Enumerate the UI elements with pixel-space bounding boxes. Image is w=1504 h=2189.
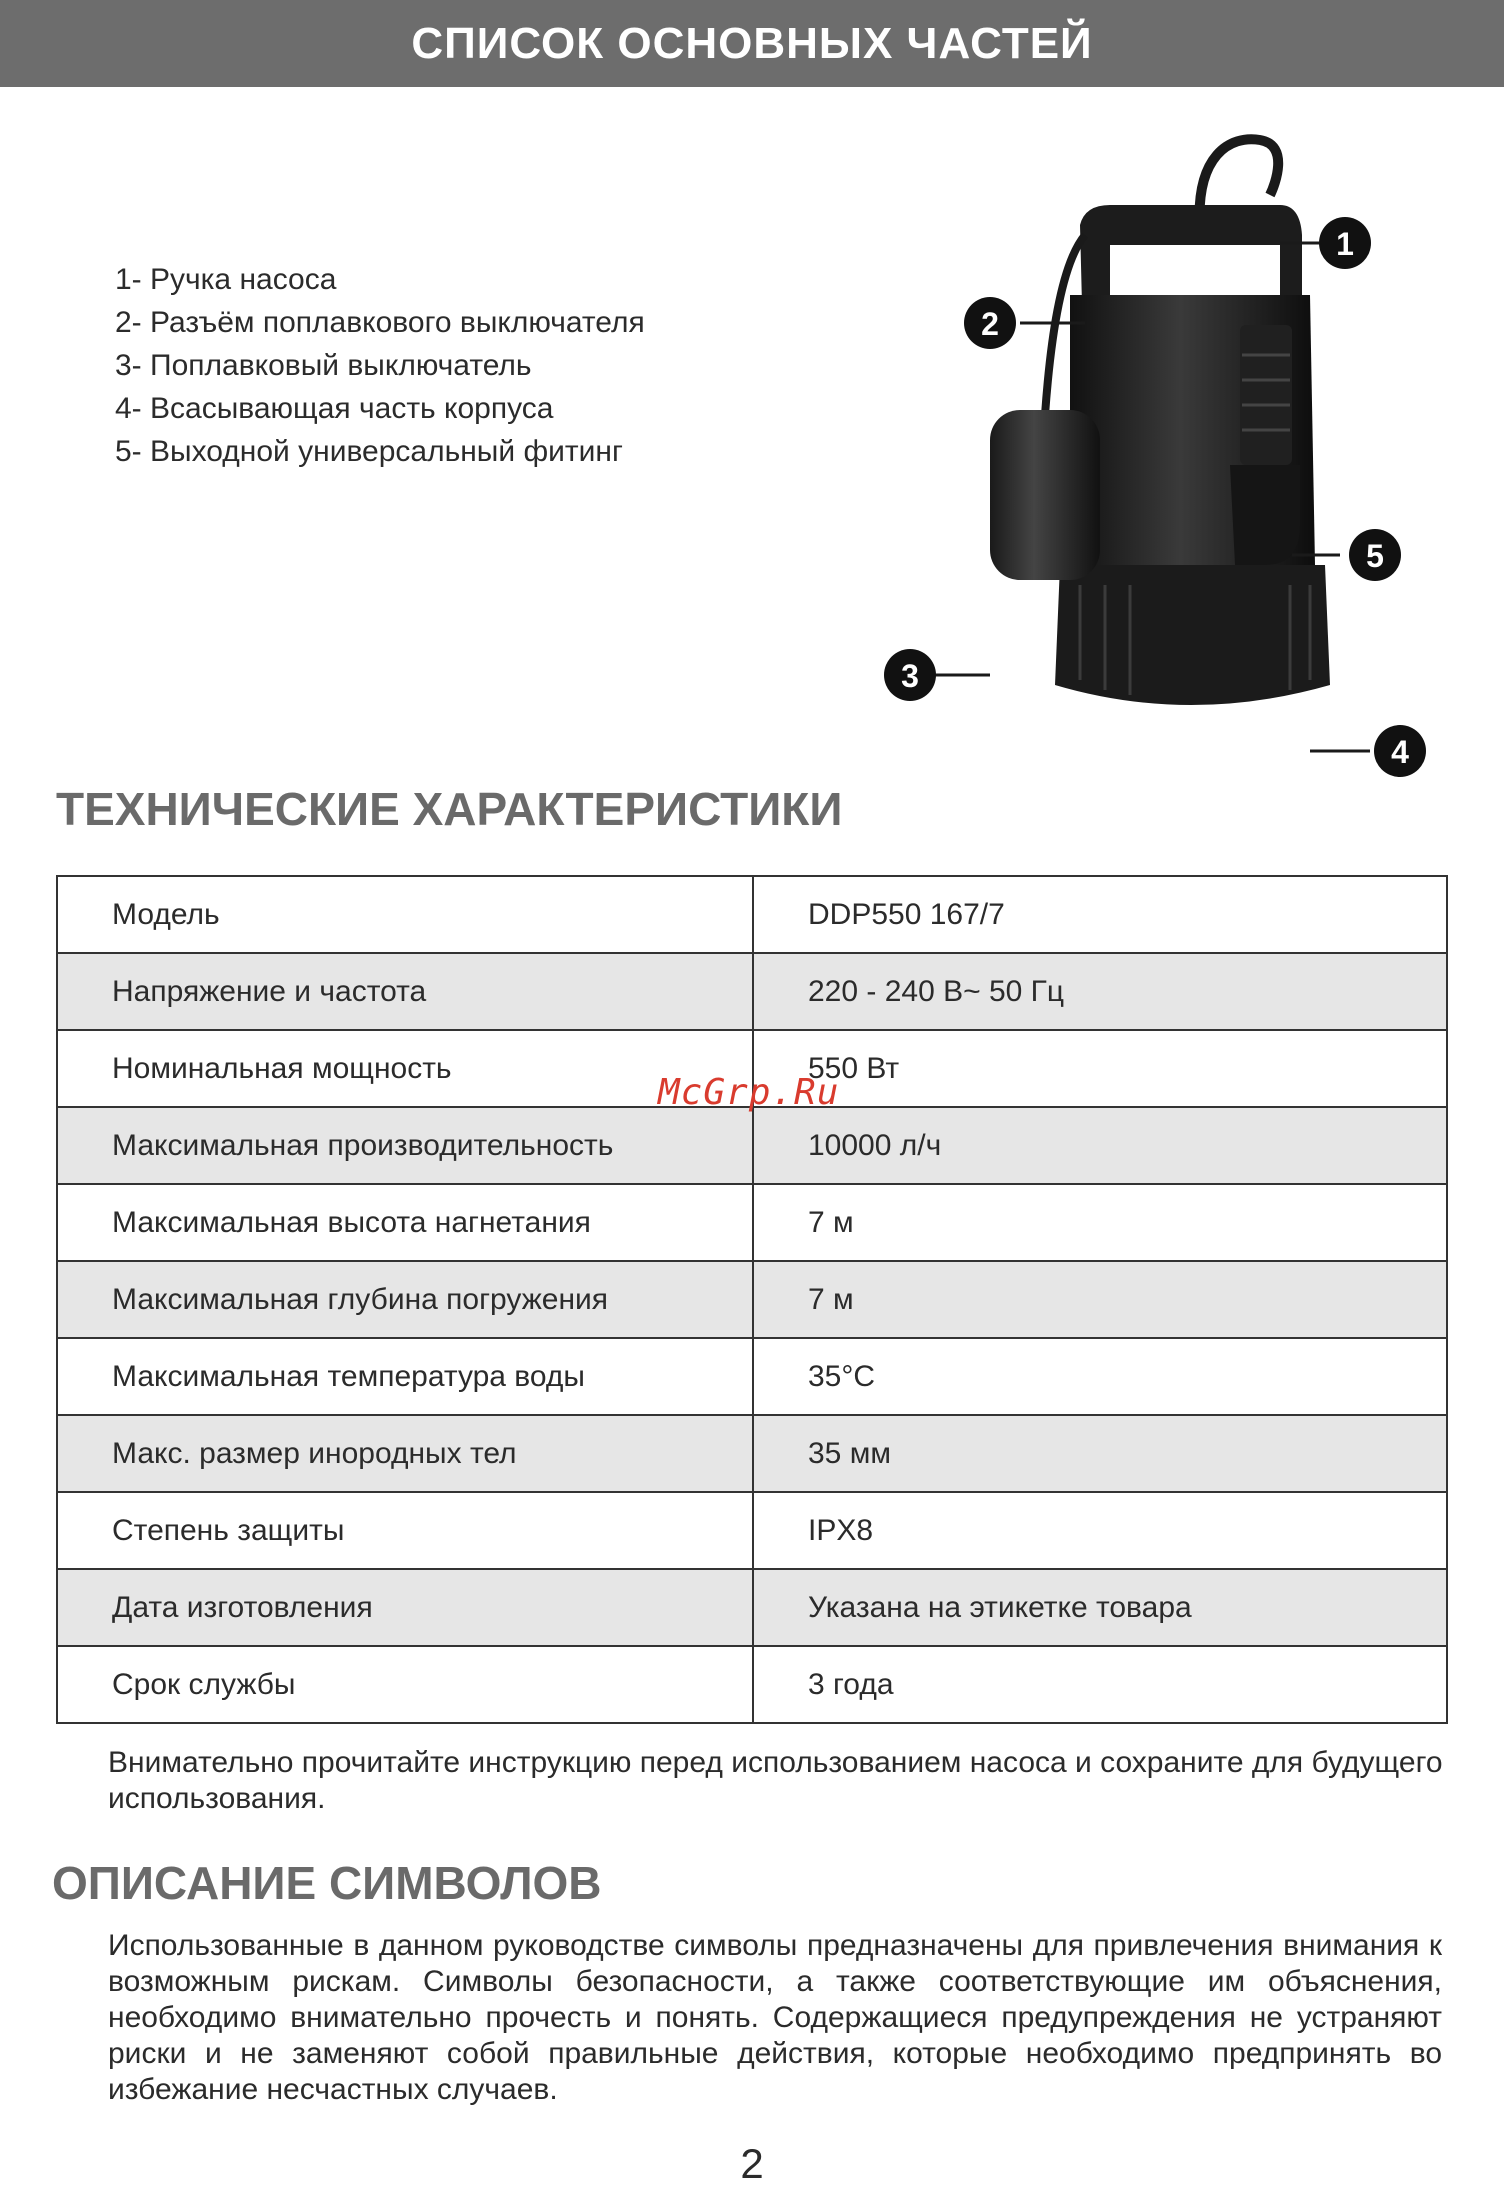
spec-value: 550 Вт	[753, 1030, 1447, 1107]
spec-key: Номинальная мощность	[57, 1030, 753, 1107]
spec-value: 35°С	[753, 1338, 1447, 1415]
spec-value: DDP550 167/7	[753, 876, 1447, 953]
callout-2: 2	[981, 306, 999, 342]
callout-5: 5	[1366, 538, 1384, 574]
parts-list	[115, 258, 645, 473]
spec-value: IPX8	[753, 1492, 1447, 1569]
spec-value: Указана на этикетке товара	[753, 1569, 1447, 1646]
callout-3: 3	[901, 658, 919, 694]
spec-key: Модель	[57, 876, 753, 953]
spec-key: Максимальная высота нагнетания	[57, 1184, 753, 1261]
tech-specs-title: ТЕХНИЧЕСКИЕ ХАРАКТЕРИСТИКИ	[56, 783, 843, 835]
parts-list-item: 2- Разъём поплавкового выключателя	[115, 306, 645, 339]
table-row	[57, 1569, 1447, 1646]
header-title: СПИСОК ОСНОВНЫХ ЧАСТЕЙ	[411, 18, 1093, 68]
usage-note: Внимательно прочитайте инструкцию перед использованием насоса и сохраните для будущего использования.	[108, 1746, 1443, 1815]
spec-key: Максимальная глубина погружения	[57, 1261, 753, 1338]
table-row	[57, 876, 1447, 953]
parts-list-item: 4- Всасывающая часть корпуса	[115, 392, 554, 425]
table-row	[57, 1492, 1447, 1569]
spec-value: 35 мм	[753, 1415, 1447, 1492]
spec-value: 220 - 240 В~ 50 Гц	[753, 953, 1447, 1030]
spec-value: 10000 л/ч	[753, 1107, 1447, 1184]
parts-list-item: 3- Поплавковый выключатель	[115, 349, 532, 382]
spec-value: 7 м	[753, 1261, 1447, 1338]
table-row	[57, 1415, 1447, 1492]
spec-key: Максимальная производительность	[57, 1107, 753, 1184]
spec-table	[56, 875, 1448, 1724]
callout-1: 1	[1336, 226, 1354, 262]
spec-key: Степень защиты	[57, 1492, 753, 1569]
spec-key: Макс. размер инородных тел	[57, 1415, 753, 1492]
table-row	[57, 1107, 1447, 1184]
table-row	[57, 953, 1447, 1030]
spec-value: 3 года	[753, 1646, 1447, 1723]
spec-value: 7 м	[753, 1184, 1447, 1261]
pump-illustration	[870, 125, 1430, 825]
spec-key: Максимальная температура воды	[57, 1338, 753, 1415]
table-row	[57, 1646, 1447, 1723]
table-row	[57, 1338, 1447, 1415]
page-number: 2	[740, 2140, 764, 2187]
spec-key: Дата изготовления	[57, 1569, 753, 1646]
symbols-description: Использованные в данном руководстве символы предназначены для привлечения внимания к возможным рискам. Символы безопасности, а также соответствующие им объяснения, необходимо внимательно прочесть и понять. Содержащиеся предупреждения не устраняют риски и не заменяют собой правильные действия, которые необходимо предпринять во избежание несчастных случаев.	[108, 1929, 1442, 2106]
symbols-title: ОПИСАНИЕ СИМВОЛОВ	[52, 1857, 602, 1909]
spec-key: Напряжение и частота	[57, 953, 753, 1030]
watermark: McGrp.Ru	[658, 1072, 840, 1113]
table-row	[57, 1184, 1447, 1261]
page-header	[0, 0, 1504, 87]
spec-key: Срок службы	[57, 1646, 753, 1723]
table-row	[57, 1261, 1447, 1338]
parts-list-item: 1- Ручка насоса	[115, 263, 337, 296]
callout-4: 4	[1391, 734, 1409, 770]
parts-list-item: 5- Выходной универсальный фитинг	[115, 435, 623, 468]
